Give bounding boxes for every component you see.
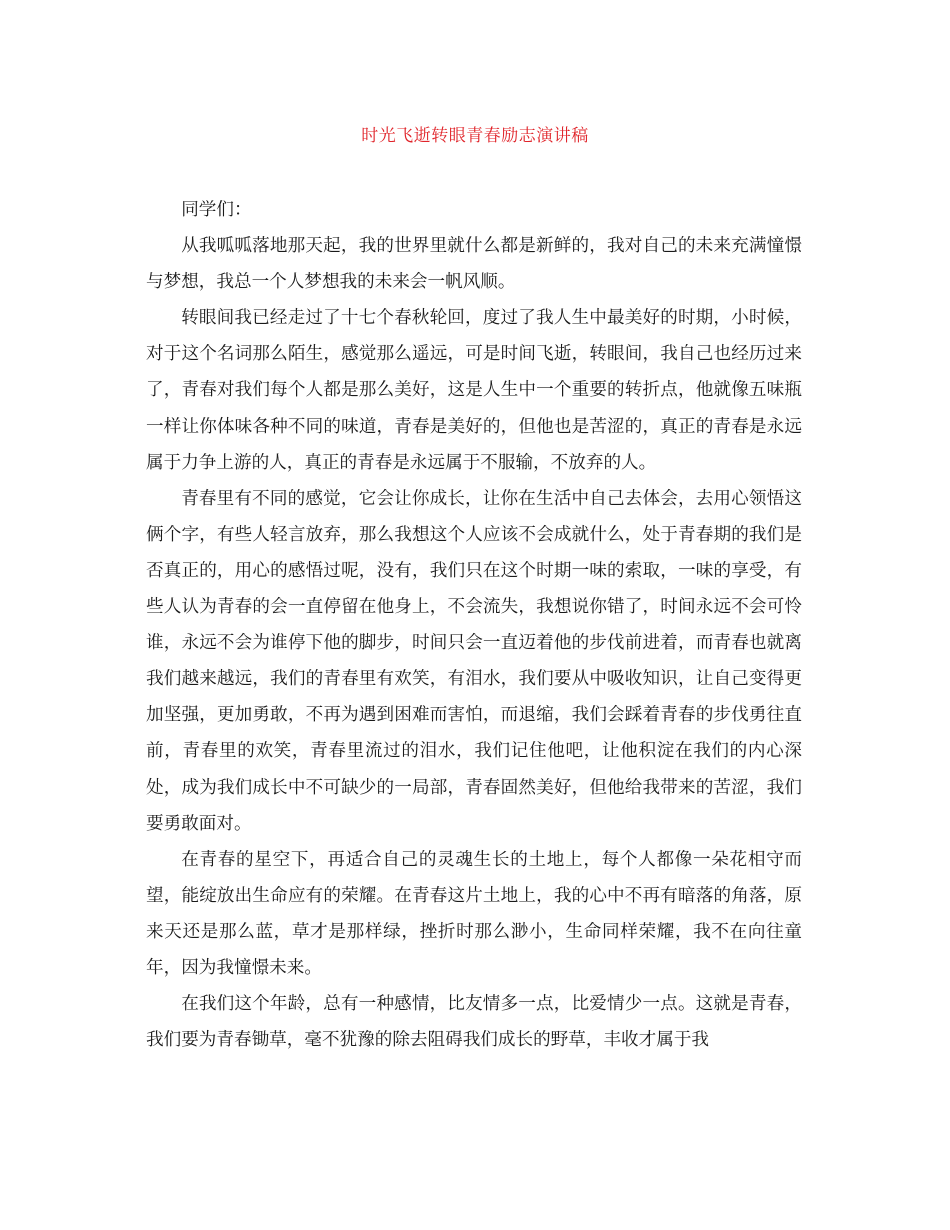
document-title: 时光飞逝转眼青春励志演讲稿 — [361, 126, 589, 146]
paragraph-4: 在青春的星空下，再适合自己的灵魂生长的土地上，每个人都像一朵花相守而望，能绽放出生命应有的荣耀。在青春这片土地上，我的心中不再有暗落的角落，原来天还是那么蓝，草才是那样绿，挫折时那么渺小，生命同样荣耀，我不在向往童年，因为我憧憬未来。 — [146, 849, 802, 978]
salutation: 同学们： — [181, 200, 252, 220]
paragraph-3: 青春里有不同的感觉，它会让你成长，让你在生活中自己去体会，去用心领悟这俩个字，有些人轻言放弃，那么我想这个人应该不会成就什么，处于青春期的我们是否真正的，用心的感悟过呢，没有，我们只在这个时期一味的索取，一味的享受，有些人认为青春的会一直停留在他身上，不会流失，我想说你错了，时间永远不会可怜谁，永远不会为谁停下他的脚步，时间只会一直迈着他的步伐前进着，而青春也就离我们越来越远，我们的青春里有欢笑，有泪水，我们要从中吸收知识，让自己变得更加坚强，更加勇敢，不再为遇到困难而害怕，而退缩，我们会踩着青春的步伐勇往直前，青春里的欢笑，青春里流过的泪水，我们记住他吧，让他积淀在我们的内心深处，成为我们成长中不可缺少的一局部，青春固然美好，但他给我带来的苦涩，我们要勇敢面对。 — [146, 488, 802, 834]
paragraph-1: 从我呱呱落地那天起，我的世界里就什么都是新鲜的，我对自己的未来充满憧憬与梦想，我总一个人梦想我的未来会一帆风顺。 — [146, 236, 802, 293]
paragraph-5: 在我们这个年龄，总有一种感情，比友情多一点，比爱情少一点。这就是青春，我们要为青春锄草，毫不犹豫的除去阻碍我们成长的野草，丰收才属于我 — [146, 994, 802, 1051]
paragraph-2: 转眼间我已经走过了十七个春秋轮回，度过了我人生中最美好的时期，小时候，对于这个名词那么陌生，感觉那么遥远，可是时间飞逝，转眼间，我自己也经历过来了，青春对我们每个人都是那么美好，这是人生中一个重要的转折点，他就像五味瓶一样让你体味各种不同的味道，青春是美好的，但他也是苦涩的，真正的青春是永远属于力争上游的人，真正的青春是永远属于不服输，不放弃的人。 — [146, 308, 802, 473]
document-body — [146, 192, 802, 1058]
